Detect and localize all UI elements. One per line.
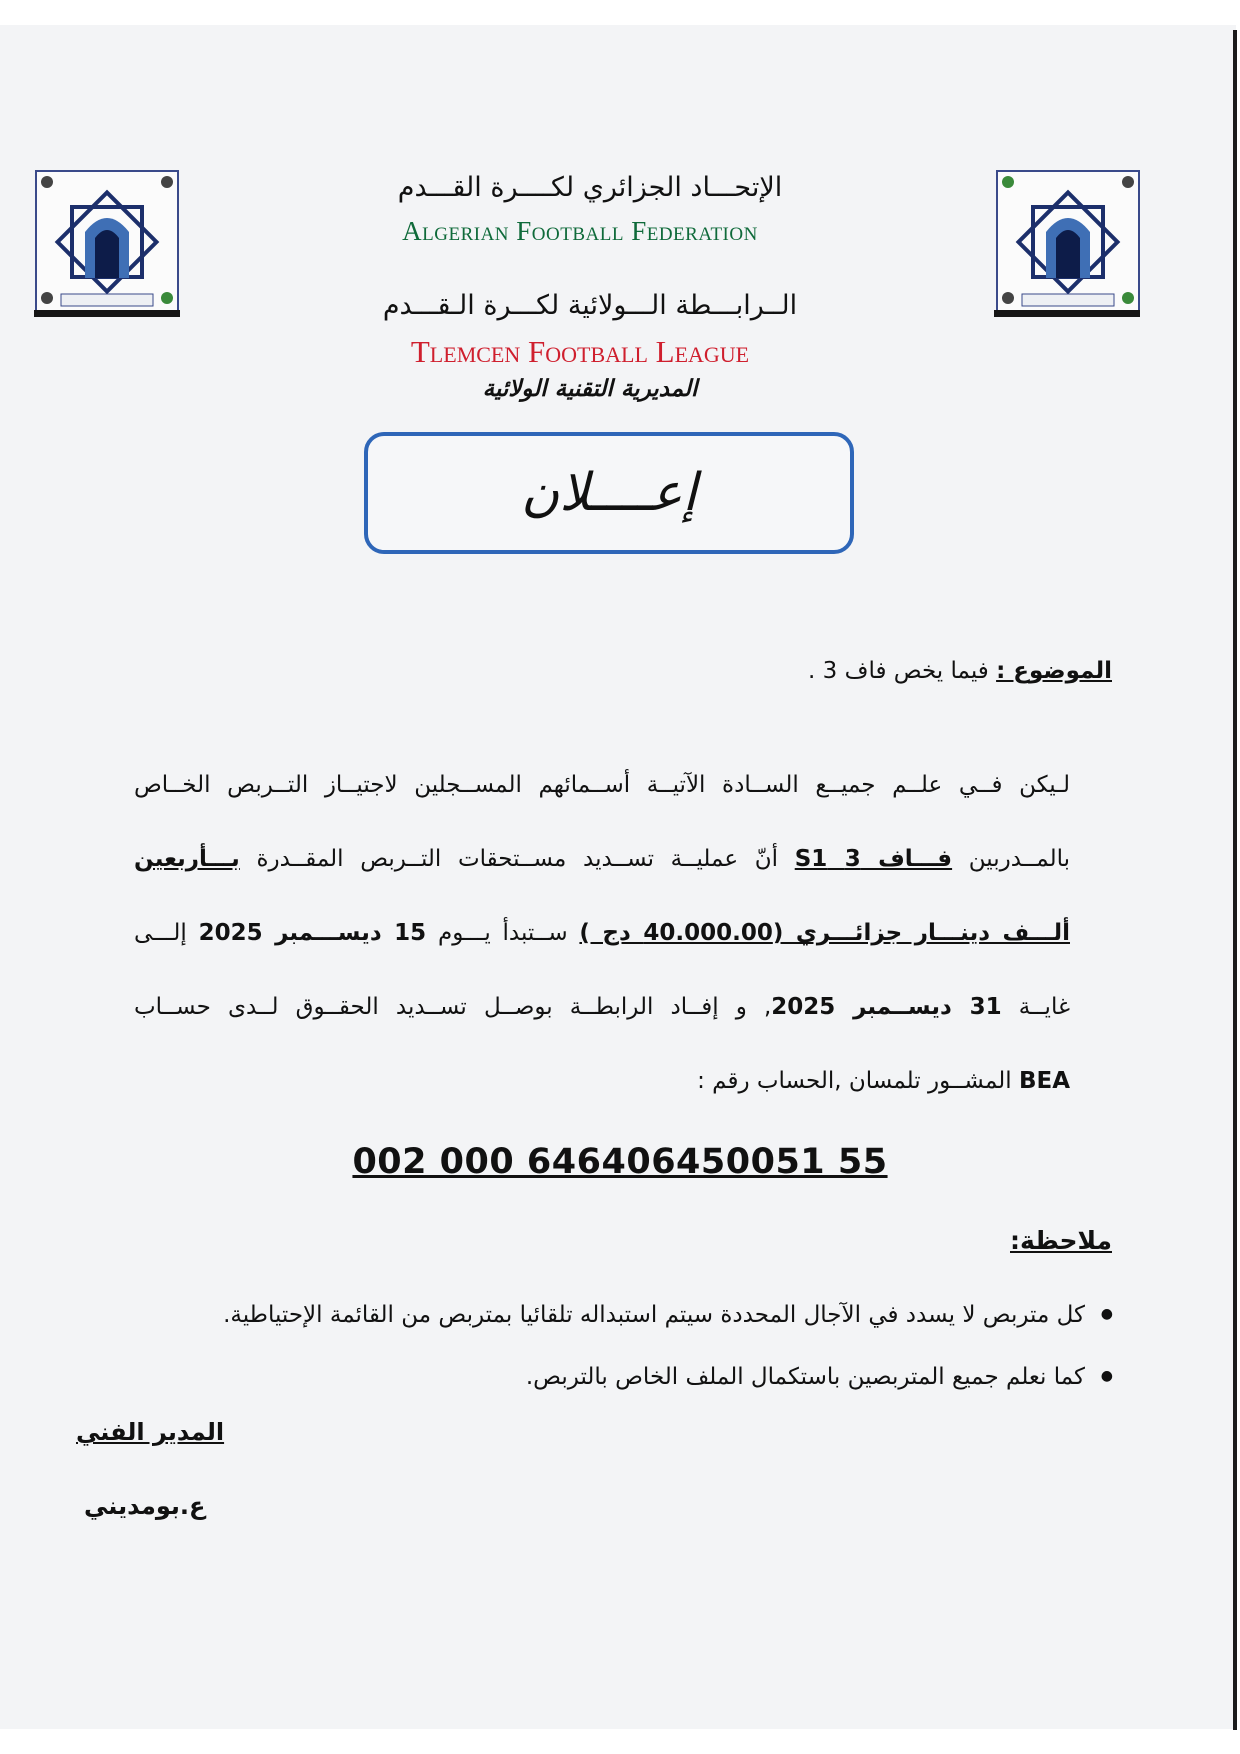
subject-text: فيما يخص فاف 3 .: [808, 658, 997, 684]
body-text: المشــور تلمسان ,الحساب رقم :: [697, 1068, 1019, 1094]
bank-name: BEA: [1018, 1068, 1070, 1094]
body-text: ســتبدأ يـــوم: [426, 920, 580, 946]
body-line: [134, 920, 1070, 946]
league-emblem-icon: [35, 170, 179, 314]
body-line: [134, 994, 1070, 1020]
announcement-box: [364, 432, 854, 554]
amount-words: بـــأربعين: [134, 846, 240, 872]
note-label: ملاحظة:: [1010, 1226, 1112, 1255]
start-date: 15 ديســـمبر 2025: [198, 920, 427, 946]
federation-name-en: Algerian Football Federation: [402, 216, 758, 246]
body-text: غايــة: [1001, 994, 1070, 1020]
body-text: بالمــدربين: [952, 846, 1070, 872]
body-text: , و إفــاد الرابطــة بوصــل تســديد الحقــوق لــدى حســاب: [134, 994, 772, 1020]
league-name-ar: الــرابـــطة الـــولائية لكـــرة الـقـــدم: [382, 290, 798, 321]
end-date: 31 ديســمبر 2025: [771, 994, 1002, 1020]
body-text: أنّ عمليــة تســديد مســتحقات التــربص المقــدرة: [239, 846, 795, 872]
directorate-name: المديرية التقنية الولائية: [482, 376, 698, 402]
logo-underline: [34, 310, 180, 317]
body-line: [134, 1068, 1070, 1094]
note-item: ● كل متربص لا يسدد في الآجال المحددة سيتم استبداله تلقائيا بمتربص من القائمة الإحتياطية.: [223, 1302, 1085, 1328]
scan-edge: [1233, 30, 1237, 1730]
signer-title: المدير الفني: [76, 1418, 225, 1446]
subject-label: الموضوع :: [996, 658, 1112, 684]
league-name-en: Tlemcen Football League: [410, 334, 750, 369]
federation-name-ar: الإتحـــاد الجزائري لكــــرة القـــدم: [397, 172, 783, 203]
logo-underline: [994, 310, 1140, 317]
amount-value: ألـــف دينـــار جزائـــري (40.000.00 دج ): [579, 920, 1070, 946]
body-line: [134, 846, 1070, 872]
league-emblem-icon: [996, 170, 1140, 314]
body-text: إلـــى: [134, 920, 199, 946]
note-item: ● كما نعلم جميع المتربصين باستكمال الملف الخاص بالتربص.: [526, 1364, 1085, 1390]
announcement-title: إعــــلان: [521, 463, 697, 523]
body-text: لـيكن فــي علــم جميــع الســادة الآتيــة أســمائهم المســجلين لاجتيــاز التــربص الخــاص: [134, 772, 1070, 798]
account-number: 002 000 646406450051 55: [352, 1142, 888, 1182]
body-line: [134, 772, 1070, 798]
course-code: فـــاف 3 S1: [794, 846, 953, 872]
signer-name: ع.بومديني: [84, 1492, 206, 1520]
subject-line: [808, 658, 1112, 684]
